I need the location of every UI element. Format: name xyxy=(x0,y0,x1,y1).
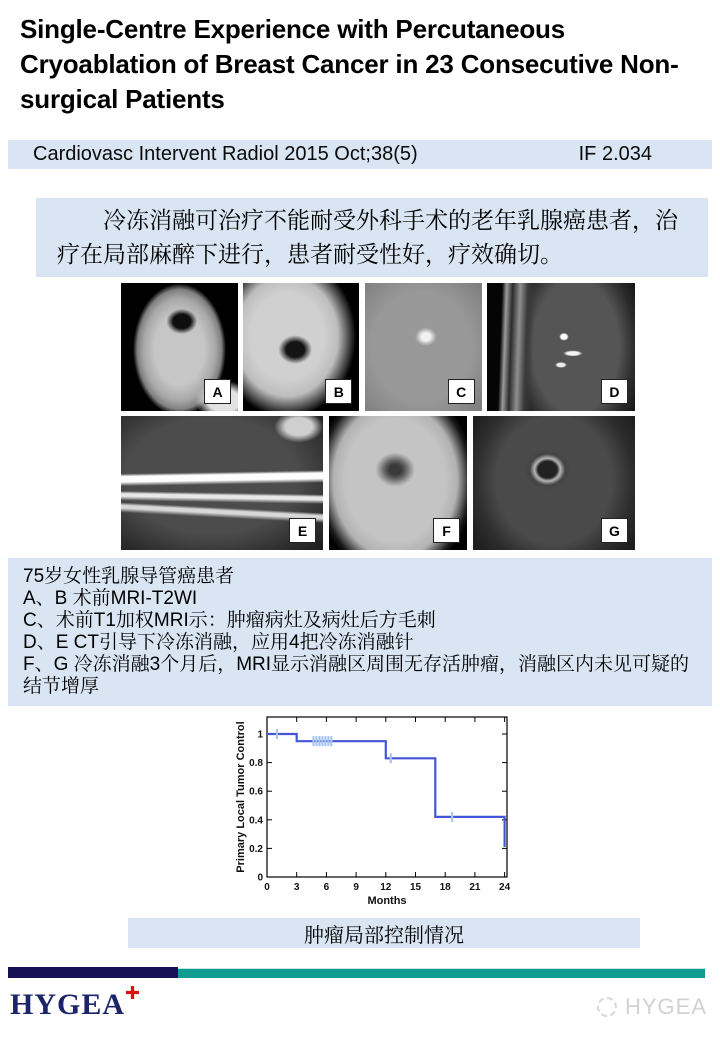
page-title: Single-Centre Experience with Percutaneous Cryoablation of Breast Cancer in 23 Consecutive Non-surgical Patients xyxy=(20,14,679,114)
hygea-logo xyxy=(10,988,139,1022)
mri-panel-b xyxy=(243,283,359,411)
svg-text:6: 6 xyxy=(323,882,330,893)
red-cross-icon xyxy=(126,986,139,999)
figure-row-2 xyxy=(121,416,635,550)
figure-row-1 xyxy=(121,283,635,411)
footer-navy-bar xyxy=(8,967,178,978)
figure-caption-line: F、G 冷冻消融3个月后，MRI显示消融区周围无存活肿瘤，消融区内未见可疑的结节增厚 xyxy=(23,654,690,697)
mri-panel-f xyxy=(329,416,467,550)
journal-citation: Cardiovasc Intervent Radiol 2015 Oct;38(5) xyxy=(33,143,418,165)
svg-text:12: 12 xyxy=(380,882,392,893)
figure-caption-line: C、术前T1加权MRI示：肿瘤病灶及病灶后方毛刺 xyxy=(23,610,436,631)
mri-panel-a xyxy=(121,283,238,411)
svg-text:0.2: 0.2 xyxy=(249,843,263,855)
svg-text:0.8: 0.8 xyxy=(249,758,263,770)
chart-caption-text: 肿瘤局部控制情况 xyxy=(304,924,464,947)
figure-caption-line: A、B 术前MRI-T2WI xyxy=(23,588,198,609)
panel-label: D xyxy=(601,379,628,404)
svg-text:24: 24 xyxy=(499,882,511,893)
svg-text:3: 3 xyxy=(293,882,300,893)
svg-text:18: 18 xyxy=(439,882,451,893)
figure-caption-line: D、E CT引导下冷冻消融，应用4把冷冻消融针 xyxy=(23,632,414,653)
figure-caption-box xyxy=(8,558,712,706)
watermark-text: HYGEA xyxy=(625,994,708,1019)
ct-panel-d xyxy=(487,283,635,411)
panel-label: F xyxy=(433,518,460,543)
figure-caption-line: 75岁女性乳腺导管癌患者 xyxy=(23,566,235,587)
panel-label: E xyxy=(289,518,316,543)
svg-text:Months: Months xyxy=(367,895,407,907)
figure-grid xyxy=(121,283,635,550)
mri-panel-g xyxy=(473,416,635,550)
hygea-watermark xyxy=(597,994,707,1020)
summary-text: 冷冻消融可治疗不能耐受外科手术的老年乳腺癌患者，治疗在局部麻醉下进行，患者耐受性好，疗效确切。 xyxy=(57,207,678,267)
svg-text:0: 0 xyxy=(264,882,270,893)
chart-caption-box xyxy=(128,918,640,948)
svg-text:21: 21 xyxy=(469,882,481,893)
kaplan-meier-chart xyxy=(235,712,525,910)
hygea-logo-text: HYGEA xyxy=(10,988,126,1021)
svg-text:9: 9 xyxy=(353,882,359,893)
globe-icon xyxy=(597,997,617,1017)
svg-text:0.4: 0.4 xyxy=(249,815,263,827)
svg-text:0.6: 0.6 xyxy=(249,786,263,798)
summary-box xyxy=(36,198,708,277)
svg-text:15: 15 xyxy=(409,882,422,893)
footer-teal-bar xyxy=(178,968,705,978)
svg-text:1: 1 xyxy=(257,729,263,741)
impact-factor: IF 2.034 xyxy=(578,143,652,165)
panel-label: B xyxy=(325,379,352,404)
panel-label: G xyxy=(601,518,628,543)
panel-label: A xyxy=(204,379,231,404)
panel-label: C xyxy=(448,379,475,404)
mri-panel-c xyxy=(365,283,482,411)
svg-text:0: 0 xyxy=(257,872,263,884)
svg-text:Primary Local Tumor Control: Primary Local Tumor Control xyxy=(235,721,247,873)
ct-panel-e xyxy=(121,416,323,550)
journal-bar xyxy=(8,140,712,169)
